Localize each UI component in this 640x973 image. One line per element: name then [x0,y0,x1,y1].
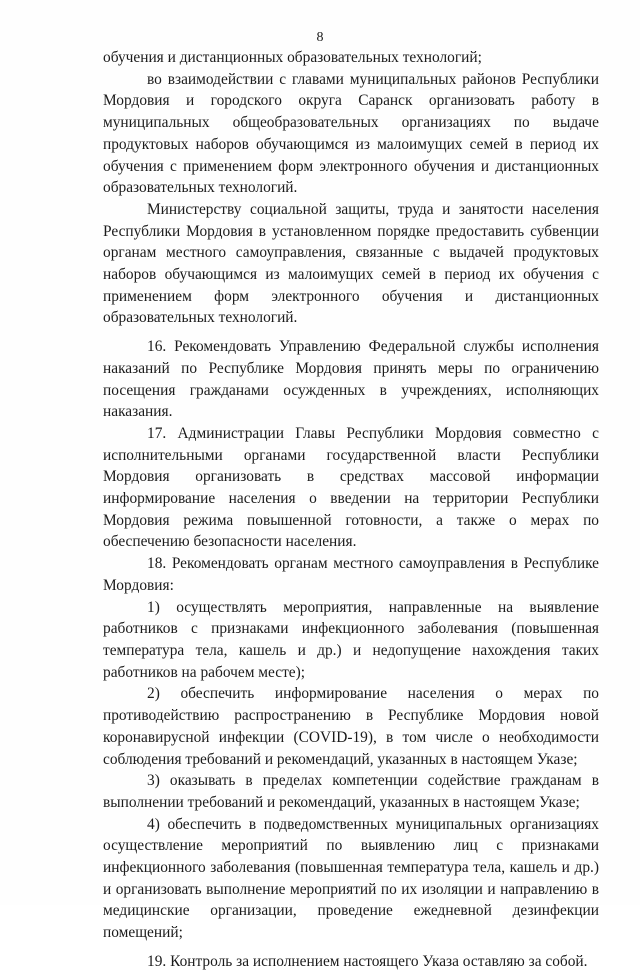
paragraph-food-sets-distribution: во взаимодействии с главами муниципальных районов Республики Мордовия и городского округа Саранск организовать работу в муниципальных общеобразовательных организациях по выдаче продуктовых наборов обучающимся из малоимущих семей в период их обучения с применением форм электронного обучения и дистанционных образовательных технологий. [103,70,599,197]
paragraph-item-18: 18. Рекомендовать органам местного самоуправления в Республике Мордовия: [103,555,599,594]
paragraph-continuation: обучения и дистанционных образовательных технологий; [103,49,482,66]
paragraph-item-19: 19. Контроль за исполнением настоящего Указа оставляю за собой. [147,952,588,970]
paragraph-item-18-sub-4: 4) обеспечить в подведомственных муниципальных организациях осуществление мероприятий по выявлению лиц с признаками инфекционного заболевания (повышенная температура тела, кашель и др.) и организовать выполнение мероприятий по их изоляции и направлению в медицинские организации, проведение ежедневной дезинфекции помещений; [103,815,599,942]
paragraph-item-18-sub-1: 1) осуществлять мероприятия, направленные на выявление работников с признаками инфекционного заболевания (повышенная температура тела, кашель и др.) и недопущение нахождения таких работников на рабочем месте); [103,598,599,681]
page-number: 8 [316,30,324,45]
paragraph-item-17: 17. Администрации Главы Республики Мордовия совместно с исполнительными органами государственной власти Республики Мордовия организовать в средствах массовой информации информирование населения о введении на территории Республики Мордовия режима повышенной готовности, а также о мерах по обеспечению безопасности населения. [103,424,599,551]
paragraph-social-ministry-subsidies: Министерству социальной защиты, труда и занятости населения Республики Мордовия в установленном порядке предоставить субвенции органам местного самоуправления, связанные с выдачей продуктовых наборов обучающимся из малоимущих семей в период их обучения с применением форм электронного обучения и дистанционных образовательных технологий. [103,200,599,327]
document-body [103,47,599,973]
paragraph-item-16: 16. Рекомендовать Управлению Федеральной службы исполнения наказаний по Республике Мордовия принять меры по ограничению посещения гражданами осужденных в учреждениях, исполняющих наказания. [103,338,599,421]
paragraph-item-18-sub-3: 3) оказывать в пределах компетенции содействие гражданам в выполнении требований и рекомендаций, указанных в настоящем Указе; [103,772,599,811]
paragraph-item-18-sub-2: 2) обеспечить информирование населения о мерах по противодействию распространению в Республике Мордовия новой коронавирусной инфекции (COVID-19), в том числе о необходимости соблюдения требований и рекомендаций, указанных в настоящем Указе; [103,685,599,768]
